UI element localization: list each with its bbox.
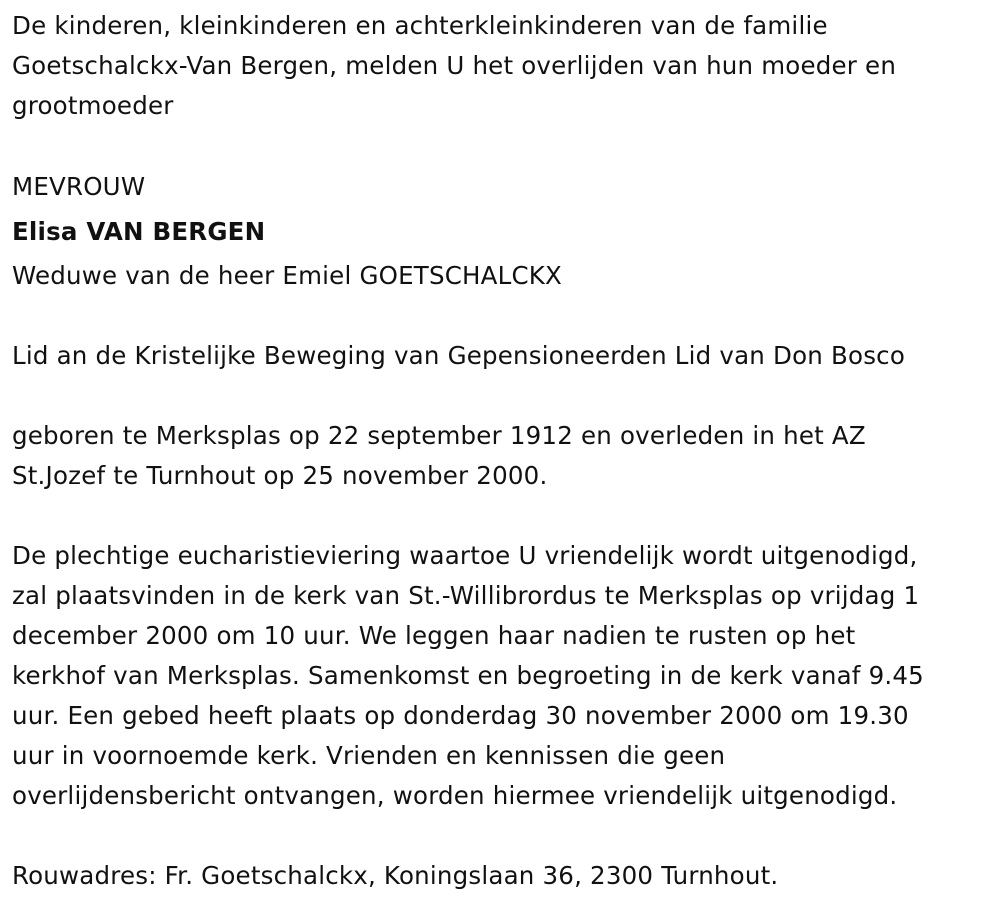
honorific-title: MEVROUW <box>12 172 146 201</box>
birth-death-paragraph <box>12 416 988 496</box>
ceremony-line: december 2000 om 10 uur. We leggen haar nadien te rusten op het <box>12 621 856 650</box>
spacer <box>12 376 988 416</box>
spacer <box>12 816 988 856</box>
widow-of-line: Weduwe van de heer Emiel GOETSCHALCKX <box>12 261 563 290</box>
ceremony-paragraph <box>12 536 988 816</box>
birth-death-line: St.Jozef te Turnhout op 25 november 2000. <box>12 461 548 490</box>
birth-death-line: geboren te Merksplas op 22 september 1912 en overleden in het AZ <box>12 421 866 450</box>
ceremony-line: uur in voornoemde kerk. Vrienden en kennissen die geen <box>12 741 726 770</box>
ceremony-line: kerkhof van Merksplas. Samenkomst en begroeting in de kerk vanaf 9.45 <box>12 661 924 690</box>
spacer <box>12 296 988 336</box>
ceremony-line: uur. Een gebed heeft plaats op donderdag 30 november 2000 om 19.30 <box>12 701 909 730</box>
deceased-name: Elisa VAN BERGEN <box>12 217 266 246</box>
ceremony-line: zal plaatsvinden in de kerk van St.-Willibrordus te Merksplas op vrijdag 1 <box>12 581 920 610</box>
spacer <box>12 496 988 536</box>
intro-line: De kinderen, kleinkinderen en achterkleinkinderen van de familie <box>12 11 828 40</box>
ceremony-line: De plechtige eucharistieviering waartoe U vriendelijk wordt uitgenodigd, <box>12 541 918 570</box>
ceremony-line: overlijdensbericht ontvangen, worden hiermee vriendelijk uitgenodigd. <box>12 781 898 810</box>
intro-paragraph <box>12 6 988 126</box>
spacer <box>12 126 988 166</box>
memberships-line: Lid an de Kristelijke Beweging van Gepensioneerden Lid van Don Bosco <box>12 341 906 370</box>
intro-line: grootmoeder <box>12 91 174 120</box>
mourning-address: Rouwadres: Fr. Goetschalckx, Koningslaan 36, 2300 Turnhout. <box>12 861 779 890</box>
intro-line: Goetschalckx-Van Bergen, melden U het overlijden van hun moeder en <box>12 51 897 80</box>
